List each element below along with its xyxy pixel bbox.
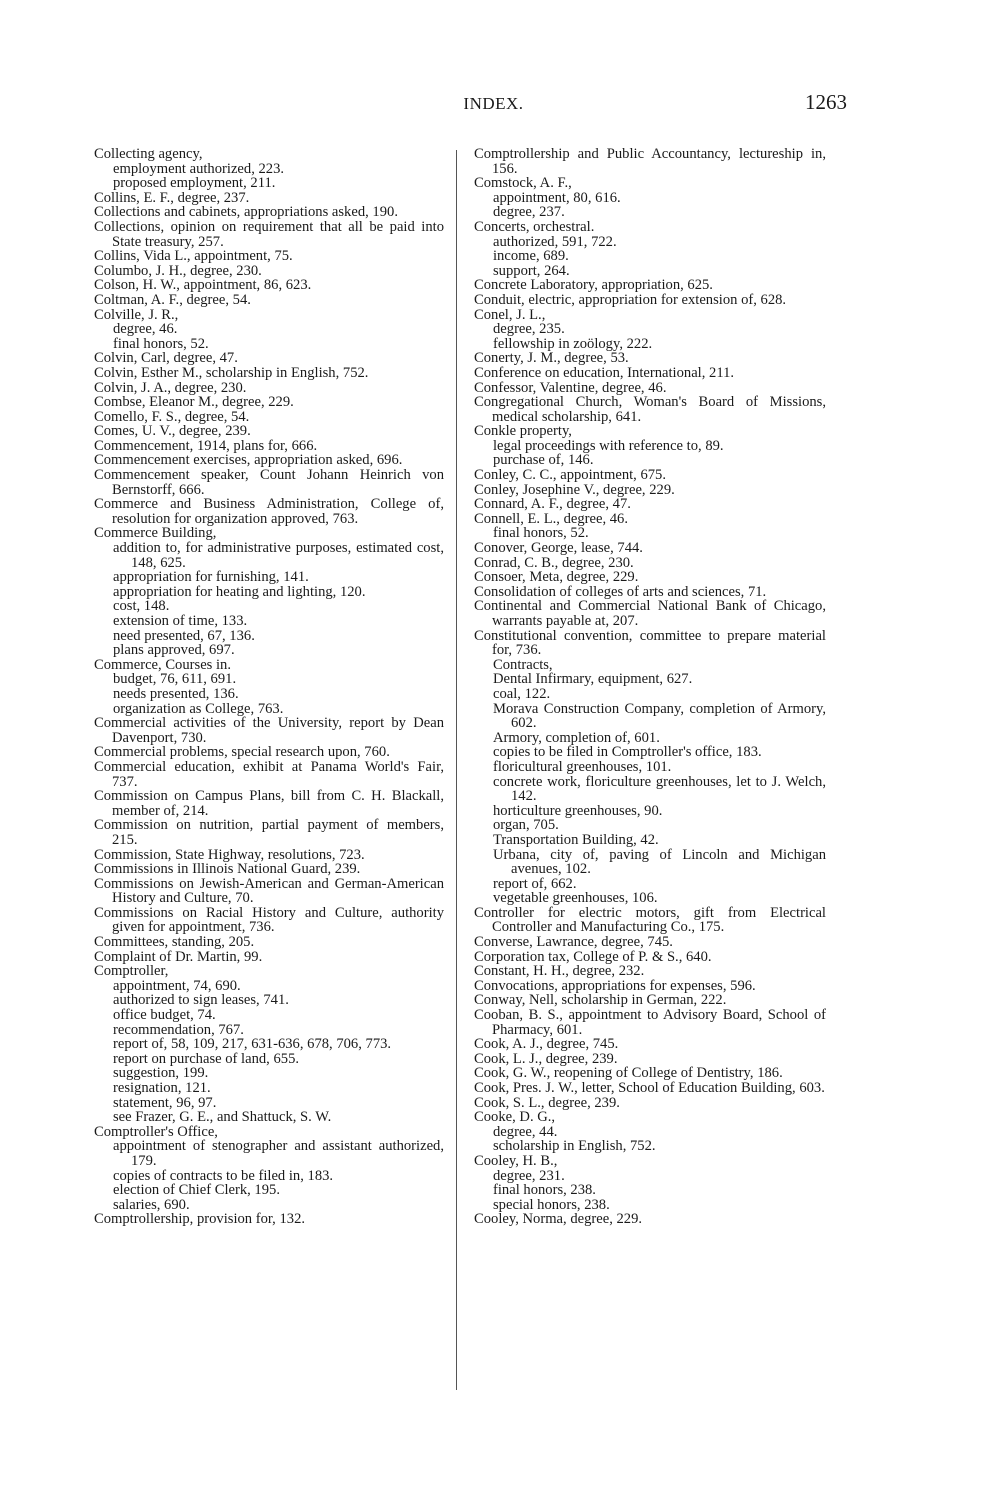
index-entry: Conrad, C. B., degree, 230. [474, 554, 634, 571]
index-subentry: copies of contracts to be filed in, 183. [113, 1167, 334, 1184]
index-subentry: election of Chief Clerk, 195. [113, 1182, 280, 1199]
index-subentry: appointment, 80, 616. [493, 189, 621, 206]
index-subentry: degree, 235. [493, 321, 565, 338]
index-entry: Comes, U. V., degree, 239. [94, 423, 251, 440]
index-subentry: coal, 122. [493, 685, 551, 702]
index-subentry: concrete work, floriculture greenhouses, let to J. Welch, 142. [493, 773, 826, 805]
index-subentry: authorized, 591, 722. [493, 233, 617, 250]
index-subentry: office budget, 74. [113, 1007, 216, 1024]
index-entry: Commissions on Racial History and Culture, authority given for appointment, 736. [94, 904, 444, 936]
index-subentry: need presented, 67, 136. [113, 627, 255, 644]
index-entry: Conkle property, [474, 423, 572, 440]
index-subentry: purchase of, 146. [493, 452, 594, 469]
index-entry: Commencement, 1914, plans for, 666. [94, 437, 318, 454]
index-entry: Comptrollership and Public Accountancy, lectureship in, 156. [474, 146, 826, 177]
index-subentry: salaries, 690. [113, 1196, 190, 1213]
index-subentry: appropriation for furnishing, 141. [113, 569, 309, 586]
index-entry: Continental and Commercial National Bank of Chicago, warrants payable at, 207. [474, 598, 826, 629]
index-entry: Commission, State Highway, resolutions, 723. [94, 846, 365, 863]
index-entry: Confessor, Valentine, degree, 46. [474, 379, 667, 396]
index-entry: Concerts, orchestral. [474, 218, 595, 235]
index-entry: Cook, Pres. J. W., letter, School of Education Building, 603. [474, 1080, 825, 1096]
index-entry: Colvin, Esther M., scholarship in English, 752. [94, 364, 369, 381]
index-subentry: degree, 237. [493, 204, 565, 221]
index-entry: Cook, S. L., degree, 239. [474, 1094, 620, 1111]
index-subentry: scholarship in English, 752. [493, 1138, 656, 1155]
index-entry: Coltman, A. F., degree, 54. [94, 291, 251, 308]
index-entry: Conover, George, lease, 744. [474, 540, 643, 557]
index-entry: Concrete Laboratory, appropriation, 625. [474, 277, 713, 294]
index-subentry: organ, 705. [493, 817, 559, 834]
index-subentry: support, 264. [493, 262, 570, 279]
index-entry: Constitutional convention, committee to prepare material for, 736. [474, 627, 826, 659]
index-entry: Cook, L. J., degree, 239. [474, 1050, 618, 1067]
index-subentry: Dental Infirmary, equipment, 627. [493, 671, 693, 688]
index-column-right [474, 147, 826, 1227]
index-subentry: income, 689. [493, 248, 569, 265]
index-entry: Commencement exercises, appropriation asked, 696. [94, 452, 403, 469]
index-entry: Connell, E. L., degree, 46. [474, 510, 629, 527]
index-subentry: horticulture greenhouses, 90. [493, 802, 663, 819]
index-subentry: floricultural greenhouses, 101. [493, 758, 672, 775]
index-entry: Cook, A. J., degree, 745. [474, 1036, 619, 1053]
index-subentry: appropriation for heating and lighting, 120. [113, 583, 366, 600]
index-entry: Commercial activities of the University, report by Dean Davenport, 730. [94, 715, 444, 746]
index-entry: Congregational Church, Woman's Board of Missions, medical scholarship, 641. [474, 394, 826, 425]
index-entry: Converse, Lawrance, degree, 745. [474, 934, 673, 951]
index-entry: Collections, opinion on requirement that all be paid into State treasury, 257. [94, 218, 444, 250]
index-entry: Convocations, appropriations for expenses, 596. [474, 977, 756, 994]
index-entry: Cooke, D. G., [474, 1109, 556, 1126]
index-subentry: addition to, for administrative purposes, estimated cost, 148, 625. [113, 540, 444, 571]
index-entry: Commerce, Courses in. [94, 656, 231, 673]
index-subentry: Contracts, [493, 656, 553, 673]
index-subentry: cost, 148. [113, 598, 170, 615]
index-subentry: legal proceedings with reference to, 89. [493, 437, 724, 454]
index-entry: Commerce and Business Administration, College of, resolution for organization approved, 763. [94, 496, 444, 527]
index-entry: Conference on education, International, 211. [474, 364, 735, 381]
index-column-left [94, 147, 444, 1227]
index-entry: Connard, A. F., degree, 47. [474, 496, 631, 513]
index-entry: Comptrollership, provision for, 132. [94, 1211, 306, 1228]
index-subentry: copies to be filed in Comptroller's office, 183. [493, 744, 762, 761]
index-subentry: appointment of stenographer and assistant authorized, 179. [113, 1138, 444, 1169]
index-entry: Conway, Nell, scholarship in German, 222. [474, 992, 727, 1009]
column-divider [456, 150, 457, 1390]
index-entry: Commissions on Jewish-American and German-American History and Culture, 70. [94, 875, 444, 907]
index-entry: Colson, H. W., appointment, 86, 623. [94, 277, 312, 294]
index-entry: Commercial education, exhibit at Panama World's Fair, 737. [94, 758, 444, 790]
index-entry: Cooley, H. B., [474, 1152, 558, 1169]
index-subentry: appointment, 74, 690. [113, 977, 241, 994]
page-header [0, 90, 987, 118]
index-subentry: fellowship in zoölogy, 222. [493, 335, 653, 352]
index-entry: Cook, G. W., reopening of College of Dentistry, 186. [474, 1065, 783, 1082]
index-entry: Committees, standing, 205. [94, 934, 255, 951]
index-subentry: extension of time, 133. [113, 613, 248, 629]
index-subentry: report on purchase of land, 655. [113, 1050, 300, 1067]
index-entry: Constant, H. H., degree, 232. [474, 963, 645, 980]
index-entry: Conerty, J. M., degree, 53. [474, 350, 629, 367]
index-entry: Corporation tax, College of P. & S., 640. [474, 948, 712, 965]
index-entry: Collecting agency, [94, 146, 203, 162]
index-subentry: vegetable greenhouses, 106. [493, 890, 658, 907]
index-entry: Comptroller's Office, [94, 1123, 218, 1140]
index-entry: Commission on Campus Plans, bill from C. H. Blackall, member of, 214. [94, 788, 444, 819]
index-entry: Colville, J. R., [94, 306, 179, 323]
index-entry: Consoer, Meta, degree, 229. [474, 569, 639, 586]
index-entry: Combse, Eleanor M., degree, 229. [94, 394, 294, 411]
index-entry: Conley, Josephine V., degree, 229. [474, 481, 675, 498]
index-entry: Collins, E. F., degree, 237. [94, 189, 250, 206]
index-subentry: suggestion, 199. [113, 1065, 209, 1082]
index-entry: Conel, J. L., [474, 306, 546, 323]
running-head: INDEX. [463, 94, 524, 113]
index-entry: Conley, C. C., appointment, 675. [474, 467, 667, 484]
index-entry: Commercial problems, special research upon, 760. [94, 744, 390, 761]
index-entry: Comello, F. S., degree, 54. [94, 408, 250, 425]
index-subentry: Transportation Building, 42. [493, 831, 659, 848]
index-subentry: Morava Construction Company, completion of Armory, 602. [493, 700, 826, 732]
index-entry: Collections and cabinets, appropriations asked, 190. [94, 204, 398, 221]
index-subentry: resignation, 121. [113, 1080, 211, 1096]
index-subentry: Armory, completion of, 601. [493, 729, 660, 746]
index-entry: Cooban, B. S., appointment to Advisory Board, School of Pharmacy, 601. [474, 1007, 826, 1038]
index-subentry: budget, 76, 611, 691. [113, 671, 237, 688]
index-entry: Columbo, J. H., degree, 230. [94, 262, 262, 279]
index-entry: Commerce Building, [94, 525, 217, 542]
index-subentry: degree, 231. [493, 1167, 565, 1184]
index-subentry: special honors, 238. [493, 1196, 610, 1213]
page-number: 1263 [805, 90, 847, 114]
index-entry: Collins, Vida L., appointment, 75. [94, 248, 293, 265]
index-entry: Colvin, J. A., degree, 230. [94, 379, 247, 396]
index-subentry: see Frazer, G. E., and Shattuck, S. W. [113, 1109, 332, 1126]
index-entry: Conduit, electric, appropriation for extension of, 628. [474, 291, 787, 308]
index-subentry: organization as College, 763. [113, 700, 284, 717]
index-subentry: degree, 46. [113, 321, 178, 338]
index-entry: Commencement speaker, Count Johann Heinrich von Bernstorff, 666. [94, 467, 444, 498]
index-subentry: authorized to sign leases, 741. [113, 992, 289, 1009]
index-subentry: proposed employment, 211. [113, 175, 276, 192]
index-subentry: report of, 662. [493, 875, 577, 892]
index-subentry: statement, 96, 97. [113, 1094, 217, 1111]
index-entry: Comstock, A. F., [474, 175, 572, 192]
index-entry: Cooley, Norma, degree, 229. [474, 1211, 643, 1228]
index-subentry: needs presented, 136. [113, 685, 239, 702]
index-entry: Comptroller, [94, 963, 169, 980]
index-subentry: plans approved, 697. [113, 642, 235, 659]
index-entry: Commissions in Illinois National Guard, 239. [94, 861, 361, 878]
index-entry: Controller for electric motors, gift from Electrical Controller and Manufacturing Co., 175. [474, 904, 826, 936]
index-entry: Colvin, Carl, degree, 47. [94, 350, 238, 367]
index-subentry: Urbana, city of, paving of Lincoln and Michigan avenues, 102. [493, 846, 826, 878]
index-subentry: recommendation, 767. [113, 1021, 244, 1038]
index-entry: Consolidation of colleges of arts and sciences, 71. [474, 583, 767, 600]
index-subentry: final honors, 52. [113, 335, 209, 352]
index-subentry: final honors, 238. [493, 1182, 596, 1199]
index-entry: Complaint of Dr. Martin, 99. [94, 948, 263, 965]
index-subentry: employment authorized, 223. [113, 160, 285, 177]
index-subentry: report of, 58, 109, 217, 631-636, 678, 706, 773. [113, 1036, 392, 1053]
index-entry: Commission on nutrition, partial payment of members, 215. [94, 817, 444, 848]
index-subentry: final honors, 52. [493, 525, 589, 542]
index-subentry: degree, 44. [493, 1123, 558, 1140]
